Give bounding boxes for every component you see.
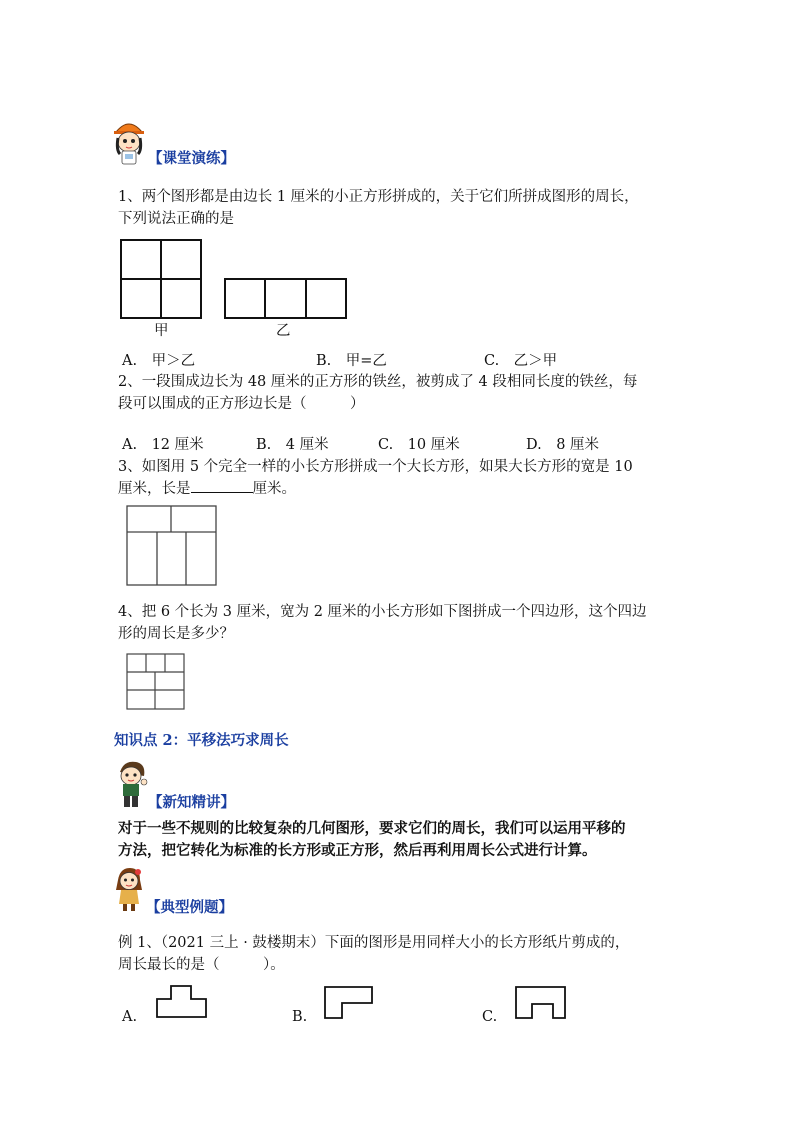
- q4-text-line1: 4、把 6 个长为 3 厘米，宽为 2 厘米的小长方形如下图拼成一个四边形，这个四边: [118, 604, 647, 620]
- q1-text-line2: 下列说法正确的是: [118, 211, 234, 227]
- girl-mascot-icon: [112, 118, 146, 166]
- ex1-text-line2: 周长最长的是（ ）。: [118, 957, 285, 973]
- q2-text-line1: 2、一段围成边长为 48 厘米的正方形的铁丝，被剪成了 4 段相同长度的铁丝，每: [118, 374, 638, 390]
- girl-flower-mascot-icon: [112, 866, 146, 912]
- q2-option-b: B. 4 厘米: [256, 437, 329, 453]
- q1-option-b: B. 甲=乙: [316, 353, 387, 369]
- ex1-option-a: A.: [122, 1009, 138, 1025]
- q1-label-jia: 甲: [154, 323, 169, 339]
- q1-figure-jia: [120, 239, 202, 319]
- ex1-figure-b: [324, 986, 374, 1020]
- new-knowledge-line2: 方法，把它转化为标准的长方形或正方形，然后再利用周长公式进行计算。: [118, 843, 597, 859]
- ex1-option-c: C.: [482, 1009, 498, 1025]
- q1-figure-yi: [224, 278, 348, 320]
- knowledge-point-title: 知识点 2：平移法巧求周长: [114, 732, 289, 749]
- q1-text-line1: 1、两个图形都是由边长 1 厘米的小正方形拼成的，关于它们所拼成图形的周长，: [118, 189, 639, 205]
- answer-blank: [191, 478, 253, 493]
- q3-text-pre: 厘米，长是: [118, 481, 191, 497]
- q1-label-yi: 乙: [276, 323, 291, 339]
- q3-figure: [126, 505, 218, 587]
- practice-header: 【课堂演练】: [148, 150, 235, 167]
- q4-text-line2: 形的周长是多少？: [118, 626, 234, 642]
- q1-option-c: C. 乙＞甲: [484, 353, 558, 369]
- boy-mascot-icon: [114, 760, 150, 808]
- ex1-figure-c: [515, 986, 567, 1020]
- q3-text-line1: 3、如图用 5 个完全一样的小长方形拼成一个大长方形，如果大长方形的宽是 10: [118, 459, 633, 475]
- q3-text-post: 厘米。: [252, 481, 296, 497]
- new-knowledge-header: 【新知精讲】: [148, 794, 235, 811]
- ex1-text-line1: 例 1、（2021 三上 · 鼓楼期末）下面的图形是用同样大小的长方形纸片剪成的，: [118, 935, 630, 951]
- q2-text-line2: 段可以围成的正方形边长是（ ）: [118, 396, 365, 412]
- q2-option-a: A. 12 厘米: [122, 437, 204, 453]
- examples-header: 【典型例题】: [146, 899, 233, 916]
- q4-figure: [126, 653, 186, 711]
- new-knowledge-line1: 对于一些不规则的比较复杂的几何图形，要求它们的周长，我们可以运用平移的: [118, 821, 626, 837]
- q2-option-d: D. 8 厘米: [526, 437, 600, 453]
- q3-text-line2: [118, 478, 296, 500]
- q1-option-a: A. 甲＞乙: [122, 353, 196, 369]
- ex1-option-b: B.: [292, 1009, 308, 1025]
- q2-option-c: C. 10 厘米: [378, 437, 460, 453]
- ex1-figure-a: [156, 985, 208, 1019]
